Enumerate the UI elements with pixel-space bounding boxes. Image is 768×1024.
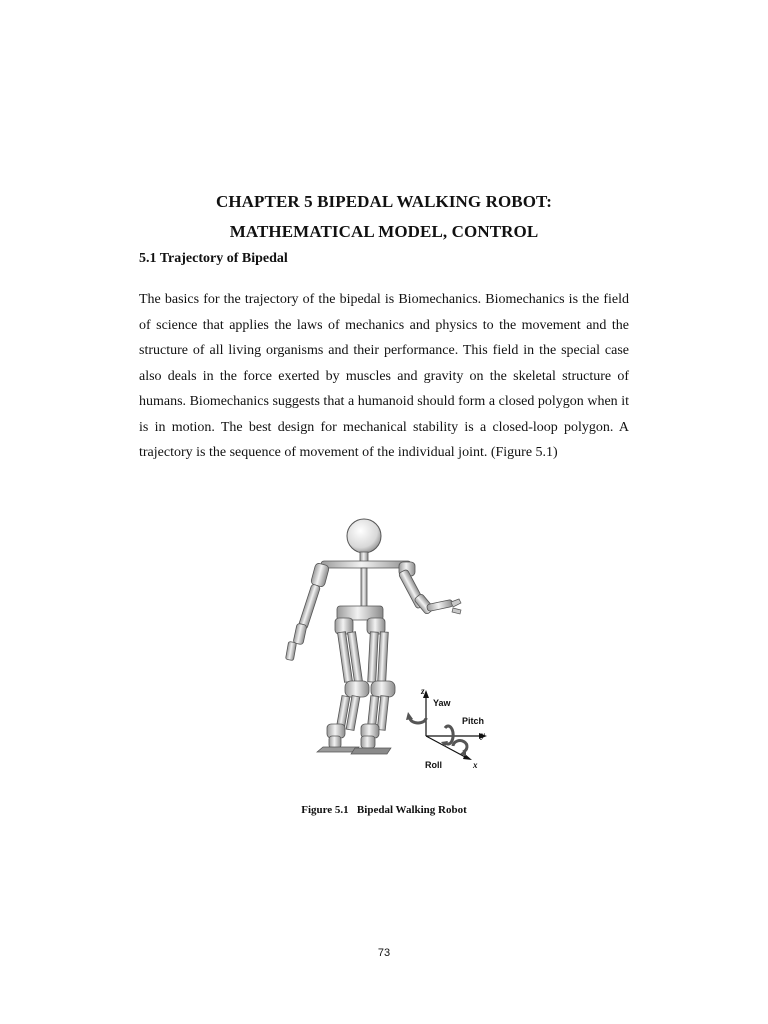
axis-yaw-label: Yaw [433, 698, 451, 708]
axis-y-label: y [481, 730, 485, 740]
body-paragraph: The basics for the trajectory of the bipedal is Biomechanics. Biomechanics is the field of science that applies the laws of mechanics and physics to the movement and the structure of all living organisms and their performance. This field in the special case also deals in the force exerted by muscles and gravity on the skeletal structure of humans. Biomechanics suggests that a humanoid should form a closed polygon when it is in motion. The best design for mechanical stability is a closed-loop polygon. A trajectory is the sequence of movement of the individual joint. (Figure 5.1) [139, 292, 629, 460]
page-number: 73 [377, 947, 391, 959]
robot-right-arm [398, 562, 461, 615]
rotation-arrows [406, 712, 467, 756]
robot-head [347, 519, 381, 553]
chapter-title-line-1: CHAPTER 5 BIPEDAL WALKING ROBOT: [215, 192, 552, 211]
figure-caption: Figure 5.1 Bipedal Walking Robot [301, 804, 467, 816]
section-heading: 5.1 Trajectory of Bipedal [139, 251, 288, 266]
axis-roll-label: Roll [425, 760, 442, 770]
axis-z-label: z [421, 686, 425, 696]
chapter-title-line-2: MATHEMATICAL MODEL, CONTROL [229, 222, 539, 241]
robot-shoulders [321, 561, 411, 568]
robot-neck [360, 552, 368, 562]
robot-left-arm [285, 563, 329, 661]
robot-spine [361, 568, 367, 608]
robot-figure [267, 506, 503, 784]
robot-illustration [267, 506, 503, 784]
axis-pitch-label: Pitch [462, 716, 485, 726]
axis-x-label: x [473, 760, 478, 770]
